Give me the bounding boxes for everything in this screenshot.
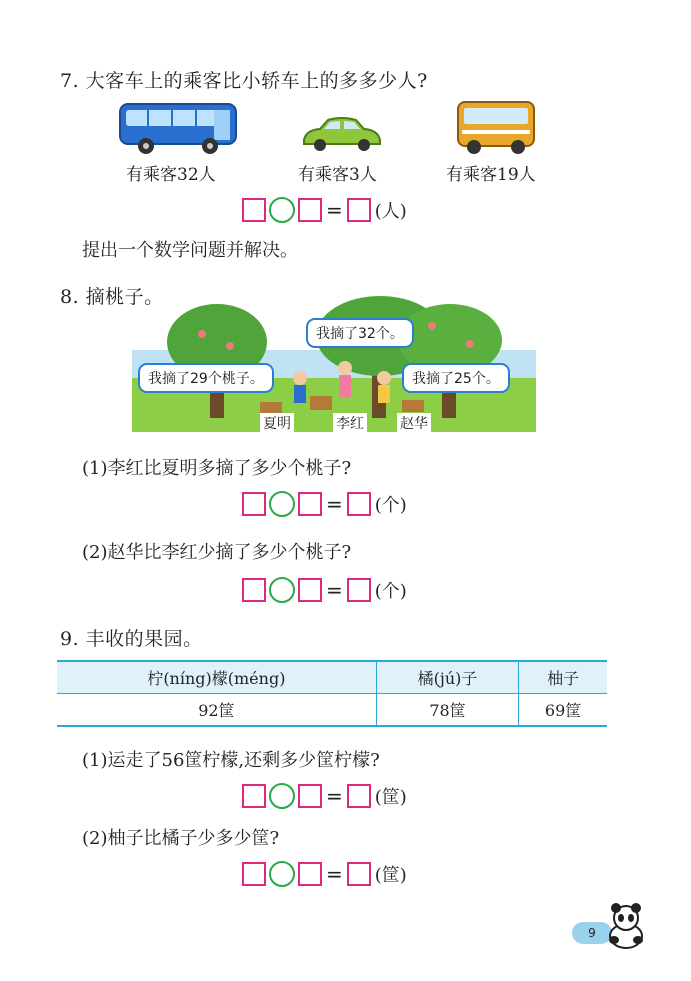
caption-car: 有乘客3人	[298, 165, 377, 185]
caption-minibus: 有乘客19人	[446, 165, 536, 185]
answer-box[interactable]	[298, 198, 322, 222]
q9-title: 9. 丰收的果园。	[60, 628, 203, 650]
answer-box[interactable]	[242, 578, 266, 602]
answer-box[interactable]	[242, 862, 266, 886]
unit-label: (个)	[374, 495, 407, 516]
q7-equation	[242, 196, 407, 224]
speech-bubble-lihong: 我摘了32个。	[306, 318, 414, 348]
answer-box[interactable]	[298, 784, 322, 808]
answer-box[interactable]	[347, 198, 371, 222]
equals-sign: =	[326, 492, 343, 516]
header-lemon: 柠(níng)檬(méng)	[57, 661, 376, 694]
name-zhaohua: 赵华	[397, 413, 431, 433]
equals-sign: =	[326, 198, 343, 222]
q8-equation-2	[242, 576, 407, 604]
name-lihong: 李红	[333, 413, 367, 433]
q9-equation-2	[242, 860, 407, 888]
minibus-icon	[454, 96, 538, 158]
q9-sub2: (2)柚子比橘子少多少筐?	[82, 828, 280, 849]
header-orange: 橘(jú)子	[376, 661, 518, 694]
q8-sub1: (1)李红比夏明多摘了多少个桃子?	[82, 458, 352, 479]
unit-label: (筐)	[374, 865, 407, 886]
header-pomelo: 柚子	[519, 661, 607, 694]
q8-sub2: (2)赵华比李红少摘了多少个桃子?	[82, 542, 352, 563]
q7-title: 7. 大客车上的乘客比小轿车上的多多少人?	[60, 70, 428, 92]
answer-box[interactable]	[347, 492, 371, 516]
answer-box[interactable]	[347, 862, 371, 886]
table-row	[57, 694, 607, 727]
name-xiaming: 夏明	[260, 413, 294, 433]
unit-label: (筐)	[374, 787, 407, 808]
answer-box[interactable]	[242, 784, 266, 808]
fruit-table	[57, 660, 607, 727]
answer-box[interactable]	[298, 862, 322, 886]
q9-equation-1	[242, 782, 407, 810]
panda-icon	[604, 902, 648, 950]
table-header-row	[57, 661, 607, 694]
q8-title: 8. 摘桃子。	[60, 286, 164, 308]
bus-icon	[118, 100, 240, 156]
q7-extra: 提出一个数学问题并解决。	[82, 240, 298, 261]
speech-bubble-zhaohua: 我摘了25个。	[402, 363, 510, 393]
unit-label: (个)	[374, 581, 407, 602]
operator-circle[interactable]	[269, 197, 295, 223]
answer-box[interactable]	[298, 492, 322, 516]
caption-bus: 有乘客32人	[126, 165, 216, 185]
page-number: 9	[572, 922, 612, 944]
q8-equation-1	[242, 490, 407, 518]
value-lemon: 92筐	[57, 694, 376, 727]
operator-circle[interactable]	[269, 861, 295, 887]
unit-label: (人)	[374, 201, 407, 222]
operator-circle[interactable]	[269, 577, 295, 603]
answer-box[interactable]	[347, 578, 371, 602]
value-orange: 78筐	[376, 694, 518, 727]
answer-box[interactable]	[298, 578, 322, 602]
answer-box[interactable]	[242, 198, 266, 222]
speech-bubble-xiaming: 我摘了29个桃子。	[138, 363, 274, 393]
answer-box[interactable]	[347, 784, 371, 808]
operator-circle[interactable]	[269, 783, 295, 809]
q9-sub1: (1)运走了56筐柠檬,还剩多少筐柠檬?	[82, 750, 380, 771]
car-icon	[298, 114, 384, 154]
equals-sign: =	[326, 578, 343, 602]
value-pomelo: 69筐	[519, 694, 607, 727]
operator-circle[interactable]	[269, 491, 295, 517]
equals-sign: =	[326, 862, 343, 886]
answer-box[interactable]	[242, 492, 266, 516]
equals-sign: =	[326, 784, 343, 808]
